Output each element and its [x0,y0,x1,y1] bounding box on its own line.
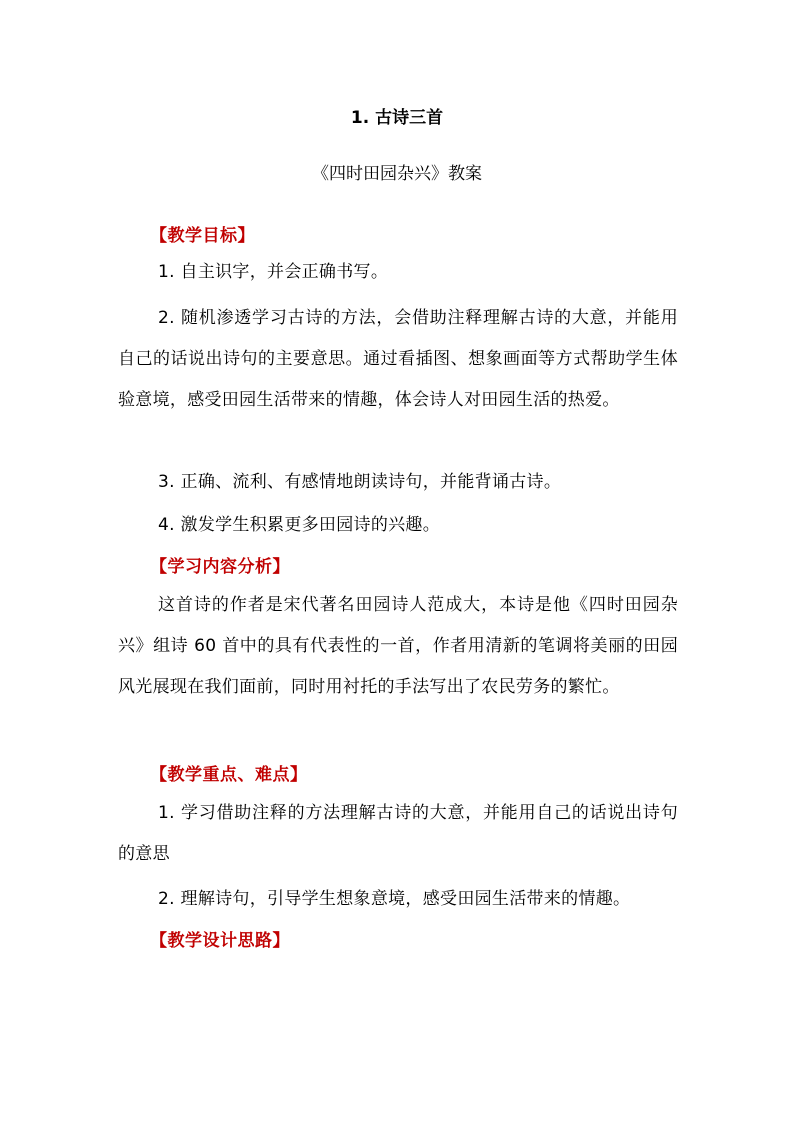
document-title: 1. 古诗三首 [350,108,444,128]
key-point-1: 1. 学习借助注释的方法理解古诗的大意，并能用自己的话说出诗句的意思 [118,803,678,864]
key-point-2: 2. 理解诗句，引导学生想象意境，感受田园生活带来的情趣。 [158,889,631,909]
objective-1: 1. 自主识字，并会正确书写。 [158,262,389,282]
section-heading-objectives: 【教学目标】 [150,226,255,246]
content-analysis-text: 这首诗的作者是宋代著名田园诗人范成大，本诗是他《四时田园杂兴》组诗 60 首中的具有代表性的一首，作者用清新的笔调将美丽的田园风光展现在我们面前，同时用衬托的手法写出了农民劳务的繁忙。 [118,595,678,697]
objective-2: 2. 随机渗透学习古诗的方法，会借助注释理解古诗的大意，并能用自己的话说出诗句的主要意思。通过看插图、想象画面等方式帮助学生体验意境，感受田园生活带来的情趣，体会诗人对田园生活的热爱。 [118,308,678,410]
objective-4: 4. 激发学生积累更多田园诗的兴趣。 [158,515,441,535]
section-heading-key-points: 【教学重点、难点】 [150,765,308,785]
document-subtitle: 《四时田园杂兴》教案 [312,164,482,184]
section-heading-content-analysis: 【学习内容分析】 [150,557,290,577]
section-heading-design-ideas: 【教学设计思路】 [150,931,290,951]
objective-3: 3. 正确、流利、有感情地朗读诗句，并能背诵古诗。 [158,472,562,492]
